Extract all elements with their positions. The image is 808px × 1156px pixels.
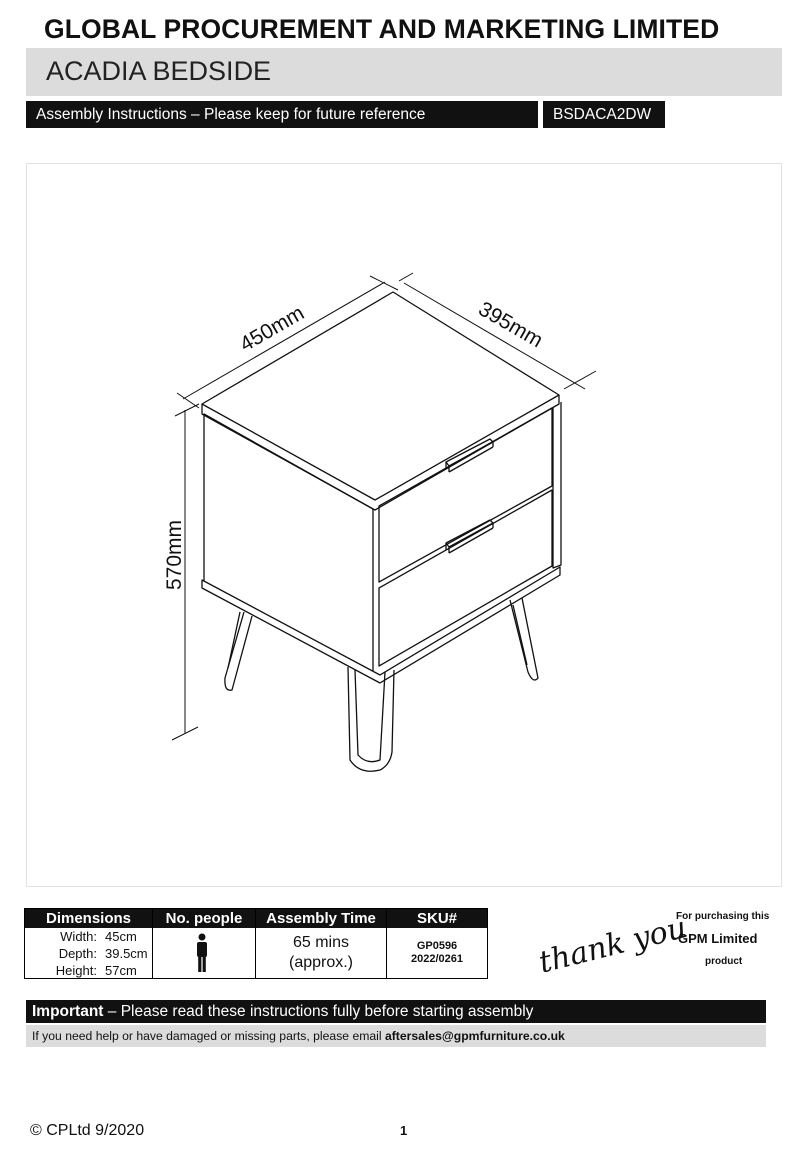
right-side-edge (553, 402, 561, 568)
sku-ref: 2022/0261 (411, 953, 463, 965)
leg-back-left (225, 612, 252, 690)
width-dim-label: 450mm (236, 301, 309, 357)
bottom-drawer (379, 490, 552, 666)
dimension-value: 39.5cm (105, 946, 148, 961)
copyright: © CPLtd 9/2020 (30, 1122, 145, 1139)
sku-header: SKU# (387, 909, 487, 928)
dimensions-header: Dimensions (25, 909, 152, 928)
company-name: GLOBAL PROCUREMENT AND MARKETING LIMITED (44, 14, 720, 44)
dimension-label: Depth: (58, 946, 97, 961)
important-message: – Please read these instructions fully before starting assembly (103, 1003, 534, 1020)
dimension-label: Width: (60, 929, 97, 944)
sku-values (387, 940, 487, 966)
page-number: 1 (400, 1123, 408, 1138)
dimension-value: 45cm (105, 929, 137, 944)
leg-back-left-inner (228, 612, 240, 668)
product-title: ACADIA BEDSIDE (46, 56, 272, 86)
dimension-value: 57cm (105, 963, 137, 978)
plinth (202, 567, 560, 683)
info-table (24, 908, 488, 979)
person-icon (195, 933, 209, 973)
dimension-label: Height: (55, 963, 97, 978)
sku-code: GP0596 (416, 940, 458, 952)
leg-front-inner (355, 670, 385, 762)
important-label: Important (32, 1003, 104, 1020)
assembly-time-value: 65 mins (292, 934, 350, 951)
bedside-diagram (26, 163, 782, 887)
purchase-line-2: GPM Limited (678, 931, 758, 946)
thank-you-script (532, 910, 691, 981)
support-email-link[interactable]: aftersales@gpmfurniture.co.uk (384, 1029, 565, 1043)
assembly-time (256, 933, 386, 973)
assembly-time-approx: (approx.) (288, 954, 354, 971)
assembly-note: Assembly Instructions – Please keep for future reference (36, 106, 426, 123)
purchase-line-1: For purchasing this (676, 911, 770, 922)
depth-dim-label: 395mm (474, 297, 547, 353)
purchase-line-3: product (705, 956, 743, 967)
thank-you-text: thank you (535, 910, 691, 981)
important-notice (32, 1003, 533, 1021)
help-notice (32, 1029, 565, 1043)
product-code: BSDACA2DW (553, 106, 652, 123)
height-dim-label: 570mm (163, 519, 186, 590)
time-header: Assembly Time (256, 909, 386, 928)
bottom-drawer-handle (446, 520, 493, 547)
help-message: If you need help or have damaged or missing parts, please email (32, 1029, 385, 1043)
people-header: No. people (153, 909, 255, 928)
